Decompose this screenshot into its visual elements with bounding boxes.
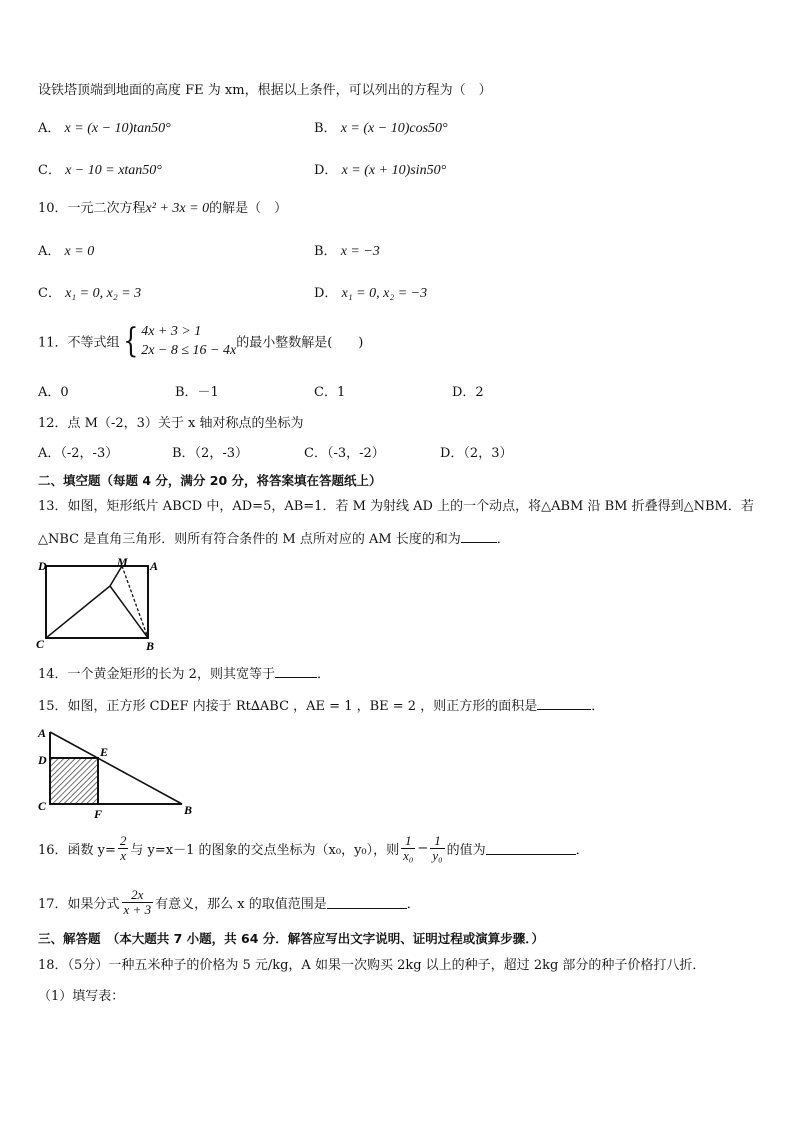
q18-sub-1: （1）填写表： (38, 989, 125, 1004)
section-3-heading: 三、解答题 （本大题共 7 小题，共 64 分．解答应写出文字说明、证明过程或演算步骤．） (38, 931, 545, 946)
q10-stem: 10．一元二次方程x² + 3x = 0的解是（ ） (38, 201, 288, 216)
q12-option-b: B．（2，-3） (172, 446, 248, 461)
answer-blank[interactable] (327, 896, 407, 909)
answer-blank[interactable] (486, 842, 576, 855)
square-cdef (50, 758, 98, 804)
q9-option-c: C． x − 10 = xtan50° (38, 163, 162, 178)
q13-line-2: △NBC 是直角三角形．则所有符合条件的 M 点所对应的 AM 长度的和为 ． (38, 532, 510, 547)
q16-text: 16．函数 y= $\frac{2}{x}$ 与 y=x－1 的图象的交点坐标为（x₀，y₀），则 $\frac{1}{\text{x₀}}$ − $\frac{1}{\text{y₀}}$ 的值为 ． (38, 833, 589, 863)
q11-stem: 11．不等式组{ 4x + 3 > 1 2x − 8 ≤ 16 − 4x 的最小整数解是( ) (38, 321, 364, 361)
answer-blank[interactable] (461, 530, 497, 543)
label-c: C (38, 799, 47, 813)
q9-stem: 设铁塔顶端到地面的高度 FE 为 xm，根据以上条件，可以列出的方程为（ ） (38, 83, 492, 98)
segment-mb-dashed (122, 566, 148, 638)
q15-figure (32, 722, 202, 822)
q11-option-c: C．1 (314, 385, 346, 400)
answer-blank[interactable] (275, 665, 317, 678)
label-a: A (38, 726, 47, 740)
label-e: E (100, 745, 109, 759)
q10-option-b: B． x = −3 (314, 244, 380, 259)
q11-option-a: A．0 (38, 385, 69, 400)
fraction-1-over-x0: $\frac{1}{\text{x₀}}$ (403, 833, 414, 863)
rectangle-abcd (46, 566, 148, 638)
segment-mn (110, 566, 122, 586)
q15-text: 15．如图，正方形 CDEF 内接于 Rt∆ABC ，AE = 1 ，BE = 2 ，则正方形的面积是 ． (38, 699, 605, 714)
q12-stem: 12．点 M（-2，3）关于 x 轴对称点的坐标为 (38, 416, 304, 431)
q10-option-d: D． x₁ = 0, x₂ = −3 (314, 286, 428, 301)
label-a: A (150, 559, 159, 573)
fraction-2x-over-x-plus-3: $\frac{2x}{x + 3}$ (123, 887, 152, 917)
q13-line-1: 13．如图，矩形纸片 ABCD 中，AD=5，AB=1．若 M 为射线 AD 上的一个动点，将△ABM 沿 BM 折叠得到△NBM．若 (38, 499, 754, 514)
q18-line-1: 18．（5分）一种五米种子的价格为 5 元/kg，A 如果一次购买 2kg 以上的种子，超过 2kg 部分的种子价格打八折． (38, 958, 706, 973)
q9-option-d: D． x = (x + 10)sin50° (314, 163, 447, 178)
q10-option-a: A． x = 0 (38, 244, 95, 259)
label-b: B (184, 803, 193, 817)
segment-cn (46, 586, 110, 638)
q9-option-b: B． x = (x − 10)cos50° (314, 121, 448, 136)
q12-option-a: A．（-2，-3） (38, 446, 119, 461)
label-b: B (146, 639, 155, 652)
answer-blank[interactable] (537, 697, 591, 710)
fraction-1-over-y0: $\frac{1}{\text{y₀}}$ (432, 833, 443, 863)
section-2-heading: 二、填空题（每题 4 分，满分 20 分，将答案填在答题纸上） (38, 473, 382, 488)
q12-option-d: D．（2，3） (440, 446, 513, 461)
label-f: F (94, 807, 103, 821)
q11-option-b: B．－1 (175, 385, 219, 400)
q10-option-c: C． x₁ = 0, x₂ = 3 (38, 286, 142, 301)
fraction-2-over-x: $\frac{2}{x}$ (119, 833, 127, 863)
q11-option-d: D．2 (452, 385, 484, 400)
label-d: D (38, 559, 47, 573)
label-d: D (38, 753, 47, 767)
brace-symbol: { (122, 321, 138, 361)
q9-option-a: A． x = (x − 10)tan50° (38, 121, 171, 136)
segment-nb (110, 586, 148, 638)
q14-text: 14．一个黄金矩形的长为 2，则其宽等于 ． (38, 667, 330, 682)
q12-option-c: C．（-3，-2） (304, 446, 385, 461)
label-m: M (117, 556, 128, 569)
q17-text: 17．如果分式 $\frac{2x}{x + 3}$ 有意义，那么 x 的取值范围是 ． (38, 887, 420, 917)
q13-figure (32, 556, 162, 652)
label-c: C (36, 637, 45, 651)
